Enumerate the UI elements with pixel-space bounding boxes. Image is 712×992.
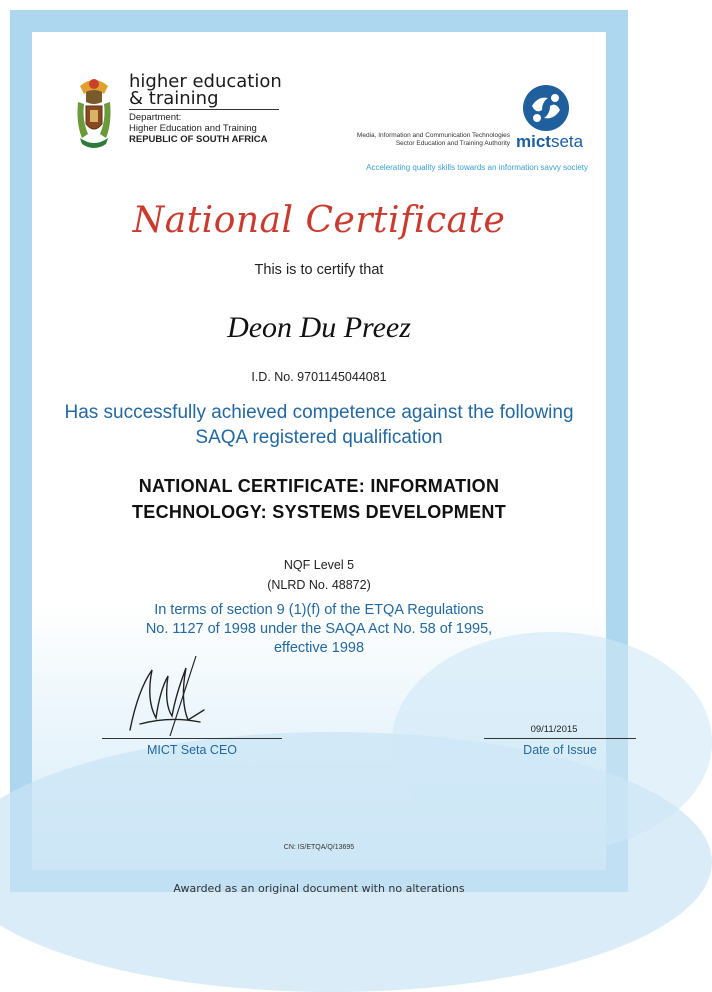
background-swoosh: [392, 632, 712, 852]
department-logo-text: [129, 73, 282, 107]
terms-line: No. 1127 of 1998 under the SAQA Act No. 58 of 1995,: [145, 621, 493, 637]
issue-date: 09/11/2015: [530, 724, 578, 735]
certificate-body: [32, 32, 606, 895]
qualification-line: TECHNOLOGY: SYSTEMS DEVELOPMENT: [132, 502, 506, 522]
certificate-border: [10, 10, 628, 895]
mict-seta-wordmark: [516, 132, 583, 152]
mict-full-name: Sector Education and Training Authority: [395, 140, 510, 147]
nlrd-number: (NLRD No. 48872): [267, 578, 371, 592]
coat-of-arms-icon: [72, 72, 116, 152]
logo-line: higher education: [129, 71, 282, 92]
mict-seta-logo-icon: [522, 84, 570, 132]
signature-line: [102, 738, 282, 739]
nqf-info: [32, 555, 606, 595]
wordmark-light: seta: [550, 132, 584, 151]
nqf-level: NQF Level 5: [283, 558, 355, 572]
date-line: [484, 738, 636, 739]
mict-tagline: Accelerating quality skills towards an information savvy society: [366, 163, 588, 172]
certificate-code: CN: IS/ETQA/Q/13695: [283, 844, 355, 851]
wordmark-bold: mict: [516, 132, 551, 151]
achievement-statement: [32, 400, 606, 450]
divider: [129, 109, 279, 110]
certificate-title: National Certificate: [132, 200, 506, 241]
department-name: Higher Education and Training: [129, 123, 257, 134]
ceo-signature-icon: [100, 650, 220, 740]
date-caption: Date of Issue: [523, 743, 597, 757]
department-country: REPUBLIC OF SOUTH AFRICA: [129, 134, 268, 145]
achievement-line: SAQA registered qualification: [195, 427, 443, 448]
department-label: Department:: [129, 112, 182, 123]
terms-line: In terms of section 9 (1)(f) of the ETQA Regulations: [154, 602, 484, 618]
awarded-note: Awarded as an original document with no alterations: [173, 882, 465, 895]
signatory-caption: MICT Seta CEO: [146, 743, 238, 757]
holder-name: Deon Du Preez: [227, 311, 411, 344]
mict-full-name: Media, Information and Communication Technologies: [356, 132, 510, 139]
id-number: I.D. No. 9701145044081: [251, 370, 387, 384]
logo-line: & training: [129, 88, 219, 109]
certify-text: This is to certify that: [254, 262, 384, 278]
qualification-line: NATIONAL CERTIFICATE: INFORMATION: [138, 476, 500, 496]
terms-line: effective 1998: [273, 640, 365, 656]
achievement-line: Has successfully achieved competence against the following: [64, 402, 574, 423]
qualification-title: [32, 473, 606, 525]
